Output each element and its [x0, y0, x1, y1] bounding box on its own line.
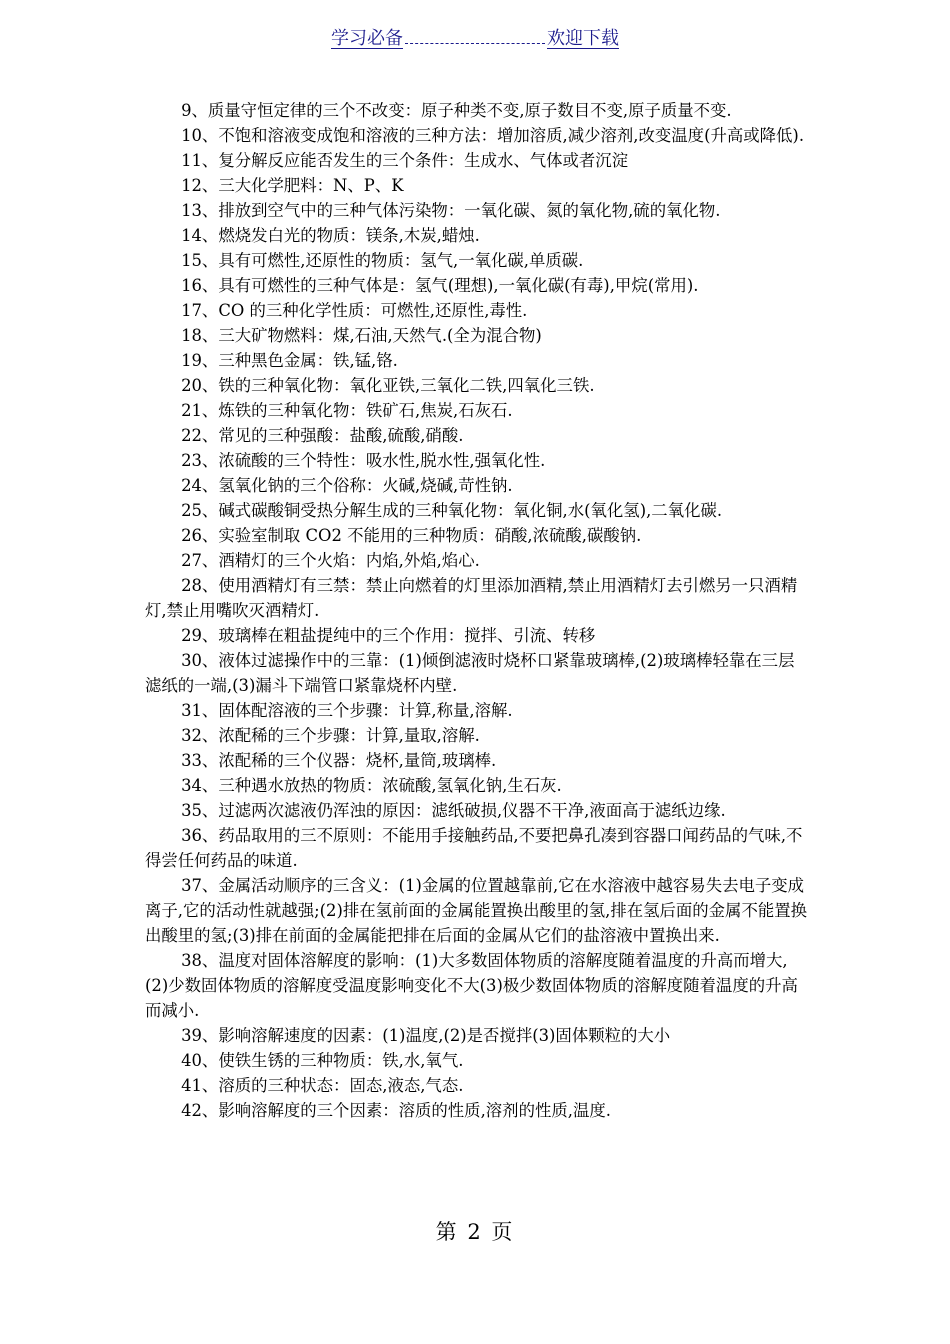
header-left-text: 学习必备 — [331, 28, 403, 49]
page-number: 第 2 页 — [435, 1220, 515, 1244]
list-item: 32、浓配稀的三个步骤：计算,量取,溶解. — [181, 726, 480, 745]
list-item: 9、质量守恒定律的三个不改变：原子种类不变,原子数目不变,原子质量不变. — [181, 101, 732, 120]
document-body — [145, 98, 810, 1123]
list-item: 31、固体配溶液的三个步骤：计算,称量,溶解. — [181, 701, 513, 720]
list-item: 30、液体过滤操作中的三靠：(1)倾倒滤液时烧杯口紧靠玻璃棒,(2)玻璃棒轻靠在三层滤纸的一端,(3)漏斗下端管口紧靠烧杯内壁. — [145, 651, 795, 695]
list-item: 22、常见的三种强酸：盐酸,硫酸,硝酸. — [181, 426, 464, 445]
list-item: 16、具有可燃性的三种气体是：氢气(理想),一氧化碳(有毒),甲烷(常用). — [181, 276, 699, 295]
list-item: 12、三大化学肥料：N、P、K — [181, 176, 404, 195]
header-dashed-line — [405, 31, 545, 44]
list-item: 28、使用酒精灯有三禁：禁止向燃着的灯里添加酒精,禁止用酒精灯去引燃另一只酒精灯,禁止用嘴吹灭酒精灯. — [145, 576, 798, 620]
list-item: 24、氢氧化钠的三个俗称：火碱,烧碱,苛性钠. — [181, 476, 513, 495]
list-item: 19、三种黑色金属：铁,锰,铬. — [181, 351, 398, 370]
list-item: 10、不饱和溶液变成饱和溶液的三种方法：增加溶质,减少溶剂,改变温度(升高或降低). — [181, 126, 805, 145]
list-item: 21、炼铁的三种氧化物：铁矿石,焦炭,石灰石. — [181, 401, 513, 420]
list-item: 40、使铁生锈的三种物质：铁,水,氧气. — [181, 1051, 464, 1070]
list-item: 29、玻璃棒在粗盐提纯中的三个作用：搅拌、引流、转移 — [181, 626, 596, 645]
list-item: 11、复分解反应能否发生的三个条件：生成水、气体或者沉淀 — [181, 151, 629, 170]
list-item: 34、三种遇水放热的物质：浓硫酸,氢氧化钠,生石灰. — [181, 776, 562, 795]
list-item: 38、温度对固体溶解度的影响：(1)大多数固体物质的溶解度随着温度的升高而增大,(2)少数固体物质的溶解度受温度影响变化不大(3)极少数固体物质的溶解度随着温度的升高而减小. — [145, 951, 798, 1020]
list-item: 26、实验室制取 CO2 不能用的三种物质：硝酸,浓硫酸,碳酸钠. — [181, 526, 642, 545]
list-item: 33、浓配稀的三个仪器：烧杯,量筒,玻璃棒. — [181, 751, 497, 770]
list-item: 23、浓硫酸的三个特性：吸水性,脱水性,强氧化性. — [181, 451, 546, 470]
list-item: 25、碱式碳酸铜受热分解生成的三种氧化物：氧化铜,水(氧化氢),二氧化碳. — [181, 501, 723, 520]
list-item: 39、影响溶解速度的因素：(1)温度,(2)是否搅拌(3)固体颗粒的大小 — [181, 1026, 671, 1045]
list-item: 18、三大矿物燃料：煤,石油,天然气.(全为混合物) — [181, 326, 542, 345]
page-header — [0, 24, 950, 50]
list-item: 15、具有可燃性,还原性的物质：氢气,一氧化碳,单质碳. — [181, 251, 584, 270]
list-item: 42、影响溶解度的三个因素：溶质的性质,溶剂的性质,温度. — [181, 1101, 611, 1120]
list-item: 36、药品取用的三不原则：不能用手接触药品,不要把鼻孔凑到容器口闻药品的气味,不得尝任何药品的味道. — [145, 826, 803, 870]
list-item: 17、CO 的三种化学性质：可燃性,还原性,毒性. — [181, 301, 528, 320]
header-right-text: 欢迎下载 — [547, 28, 619, 49]
list-item: 14、燃烧发白光的物质：镁条,木炭,蜡烛. — [181, 226, 480, 245]
list-item: 27、酒精灯的三个火焰：内焰,外焰,焰心. — [181, 551, 480, 570]
list-item: 37、金属活动顺序的三含义：(1)金属的位置越靠前,它在水溶液中越容易失去电子变成离子,它的活动性就越强;(2)排在氢前面的金属能置换出酸里的氢,排在氢后面的金属不能置换出酸里的氢;(3)排在前面的金属能把排在后面的金属从它们的盐溶液中置换出来. — [145, 876, 808, 945]
list-item: 35、过滤两次滤液仍浑浊的原因：滤纸破损,仪器不干净,液面高于滤纸边缘. — [181, 801, 726, 820]
list-item: 20、铁的三种氧化物：氧化亚铁,三氧化二铁,四氧化三铁. — [181, 376, 595, 395]
list-item: 41、溶质的三种状态：固态,液态,气态. — [181, 1076, 464, 1095]
list-item: 13、排放到空气中的三种气体污染物：一氧化碳、氮的氧化物,硫的氧化物. — [181, 201, 721, 220]
